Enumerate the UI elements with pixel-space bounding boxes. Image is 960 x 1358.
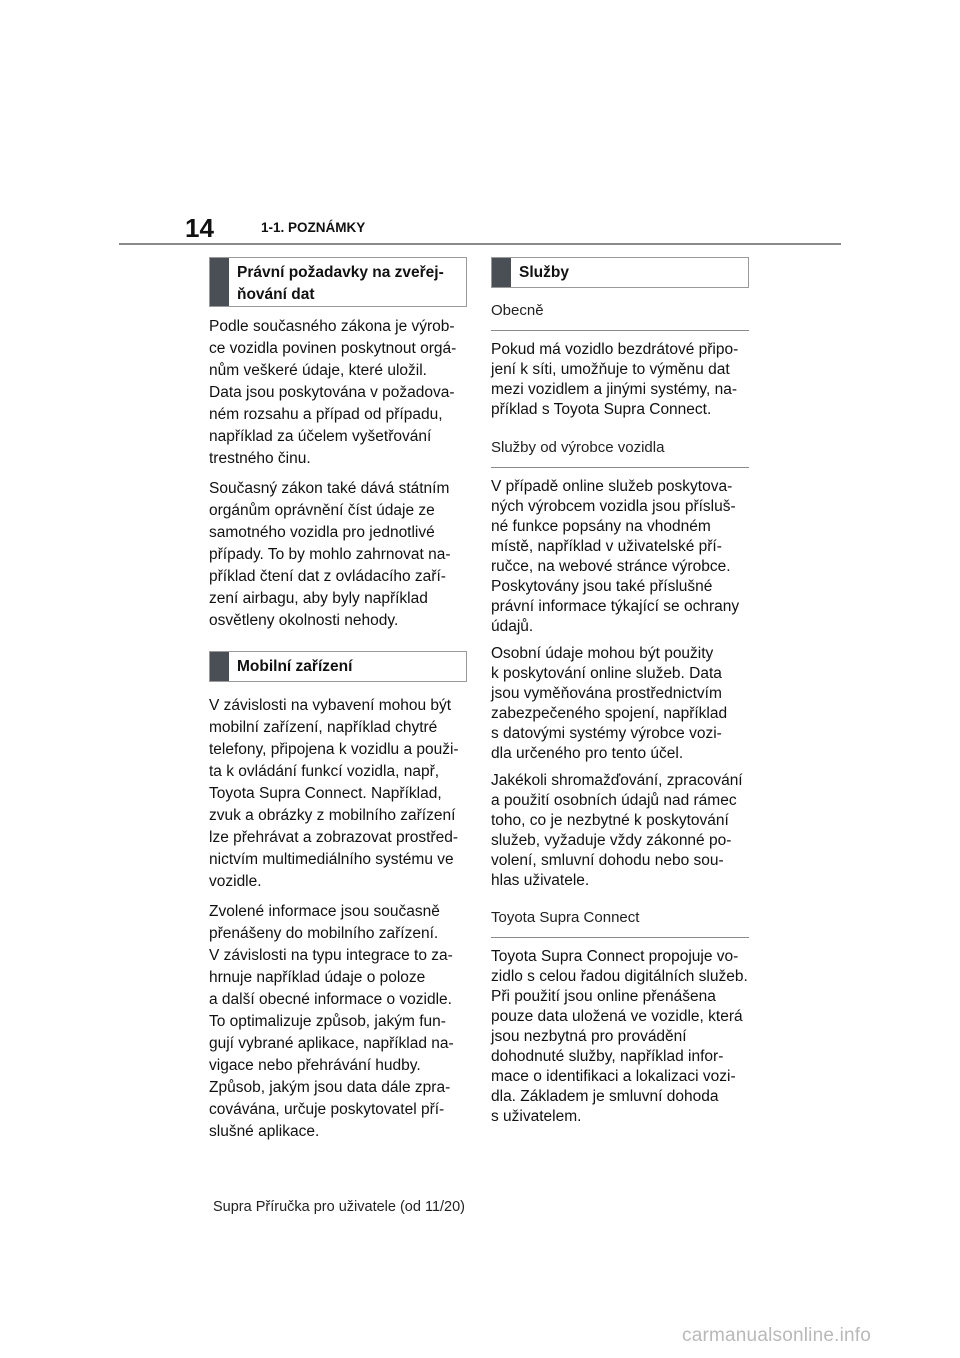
section-heading-mobile	[209, 651, 467, 682]
heading-marker	[492, 258, 511, 287]
header-rule	[119, 243, 841, 245]
paragraph-manufacturer-1: V případě online služeb poskytova- ných výrobcem vozidla jsou přísluš- né funkce popsány na vhodném místě, například v uživatelské pří- ručce, na webové stránce výrobce. Poskytovány jsou také příslušné právní informace týkající se ochrany údajů.	[491, 478, 740, 635]
left-column	[209, 257, 467, 1143]
subsection-title: Obecně	[491, 302, 544, 319]
subsection-connect	[491, 908, 749, 938]
subsection-title: Toyota Supra Connect	[491, 909, 640, 926]
paragraph-mobile-1: V závislosti na vybavení mohou být mobilní zařízení, například chytré telefony, připojena k vozidlu a použi- ta k ovládání funkcí vozidla, např, Toyota Supra Connect. Například, zvuk a obrázky z mobilního zařízení lze přehrávat a zobrazovat prostřed- nictvím multimediálního systému ve vozidle.	[209, 697, 459, 890]
heading-line: Právní požadavky na zveřej-	[237, 264, 444, 281]
heading-line: Mobilní zařízení	[237, 658, 353, 675]
paragraph-connect: Toyota Supra Connect propojuje vo- zidlo s celou řadou digitálních služeb. Při použití jsou online přenášena pouze data uložená ve vozidle, která jsou nezbytná pro provádění dohodnuté služby, například infor- mace o identifikaci a lokalizaci vozi- dla. Základem je smluvní dohoda s uživatelem.	[491, 948, 748, 1125]
page-footer: Supra Příručka pro uživatele (od 11/20)	[213, 1199, 466, 1215]
paragraph-manufacturer-3: Jakékoli shromažďování, zpracování a použití osobních údajů nad rámec toho, co je nezbytné k poskytování služeb, vyžaduje vždy zákonné po- volení, smluvní dohodu nebo sou- hlas uživatele.	[491, 772, 743, 889]
paragraph-legal-2: Současný zákon také dává státním orgánům oprávnění číst údaje ze samotného vozidla pro jednotlivé případy. To by mohlo zahrnovat na- příklad čtení dat z ovládacího zaří- zení airbagu, aby byly například osvětleny okolnosti nehody.	[209, 480, 451, 629]
section-heading-legal	[209, 257, 467, 307]
heading-line: Služby	[519, 264, 569, 281]
paragraph-general: Pokud má vozidlo bezdrátové připo- jení k síti, umožňuje to výměnu dat mezi vozidlem a jinými systémy, na- příklad s Toyota Supra Connect.	[491, 341, 739, 418]
subsection-title: Služby od výrobce vozidla	[491, 439, 665, 456]
heading-marker	[210, 258, 229, 306]
heading-marker	[210, 652, 229, 681]
paragraph-mobile-2: Zvolené informace jsou současně přenášeny do mobilního zařízení. V závislosti na typu integrace to za- hrnuje například údaje o poloze a další obecné informace o vozidle. To optimalizuje způsob, jakým fun- gují vybrané aplikace, například na- vigace nebo přehrávání hudby. Způsob, jakým jsou data dále zpra- covávána, určuje poskytovatel pří- slušné aplikace.	[209, 903, 454, 1140]
page-number: 14	[185, 213, 214, 243]
paragraph-legal-1: Podle současného zákona je výrob- ce vozidla povinen poskytnout orgá- nům veškeré údaje, které uložil. Data jsou poskytována v požadova- ném rozsahu a případ od případu, například za účelem vyšetřování trestného činu.	[209, 318, 457, 467]
subsection-manufacturer	[491, 438, 749, 468]
heading-line: ňování dat	[237, 286, 315, 303]
watermark: carmanualsonline.info	[682, 1325, 872, 1346]
paragraph-manufacturer-2: Osobní údaje mohou být použity k poskytování online služeb. Data jsou vyměňována prostřednictvím zabezpečeného spojení, například s datovými systémy výrobce vozi- dla určeného pro tento účel.	[491, 645, 728, 762]
subsection-general	[491, 301, 749, 331]
section-heading-services	[491, 257, 749, 288]
chapter-title: 1-1. POZNÁMKY	[261, 220, 366, 235]
right-column	[491, 257, 749, 1127]
